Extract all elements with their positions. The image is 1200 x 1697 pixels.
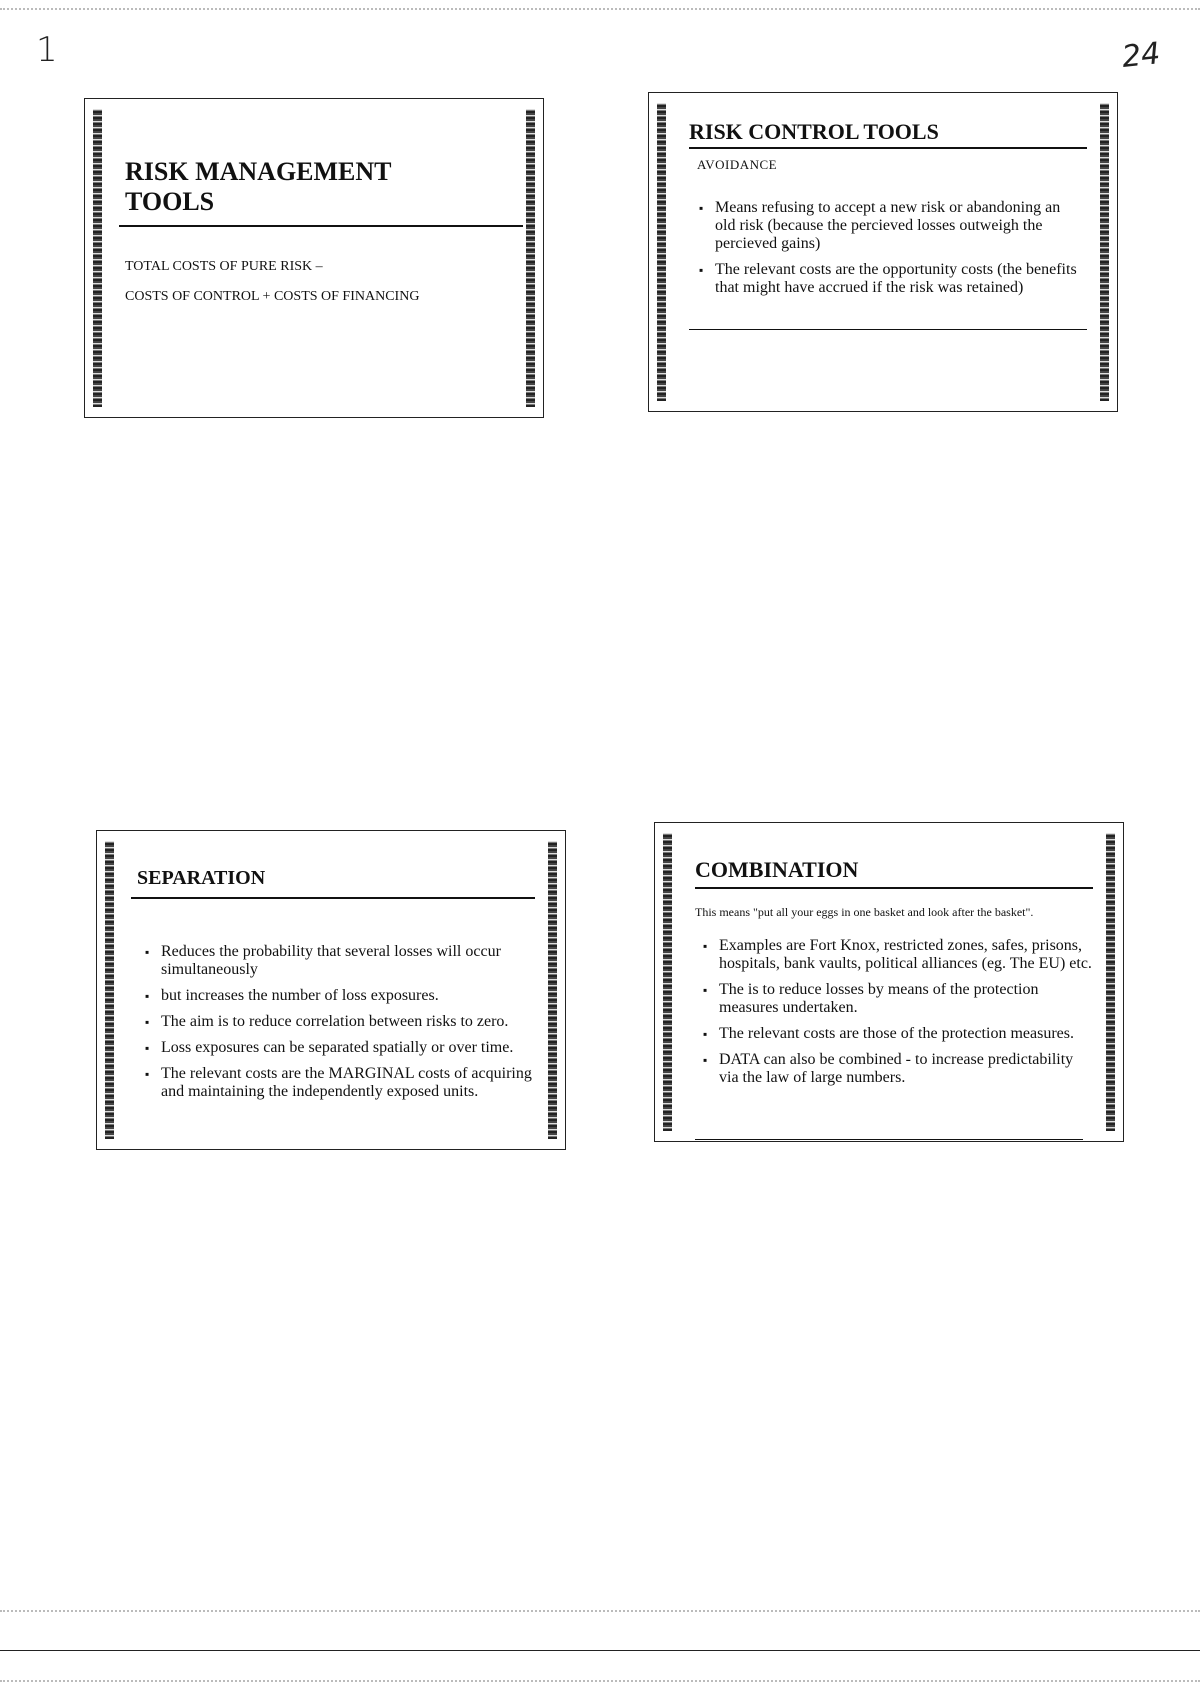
slide-title: RISK CONTROL TOOLS (689, 119, 939, 144)
title-rule (695, 887, 1093, 889)
slide-border-decoration (1106, 833, 1115, 1131)
bottom-rule (695, 1139, 1083, 1140)
slide-border-decoration (526, 109, 535, 407)
scan-noise-top (0, 8, 1200, 10)
slide-title: RISK MANAGEMENT TOOLS (125, 157, 392, 216)
list-item: ▪ The aim is to reduce correlation between risks to zero. (145, 1013, 545, 1031)
list-item: ▪ The relevant costs are the opportunity costs (the benefits that might have accrued if the risk was retained) (699, 261, 1077, 297)
slide-border-decoration (105, 841, 114, 1139)
list-item: ▪ Reduces the probability that several losses will occur simultaneously (145, 943, 545, 979)
slide-border-decoration (93, 109, 102, 407)
slide-intro: This means "put all your eggs in one basket and look after the basket". (695, 905, 1034, 919)
corner-mark: 1 (36, 30, 58, 70)
title-rule (131, 897, 535, 899)
slide-text-line: COSTS OF CONTROL + COSTS OF FINANCING (125, 289, 420, 304)
list-item: ▪ The relevant costs are those of the protection measures. (703, 1025, 1093, 1043)
slide-title: SEPARATION (137, 867, 266, 889)
list-item: ▪ DATA can also be combined - to increase predictability via the law of large numbers. (703, 1051, 1093, 1087)
bullet-list (703, 937, 1093, 1095)
list-item: ▪ The relevant costs are the MARGINAL costs of acquiring and maintaining the independently exposed units. (145, 1065, 545, 1101)
title-rule (119, 225, 523, 227)
list-item: ▪ Examples are Fort Knox, restricted zones, safes, prisons, hospitals, bank vaults, political alliances (eg. The EU) etc. (703, 937, 1093, 973)
list-item: ▪ Means refusing to accept a new risk or abandoning an old risk (because the percieved losses outweigh the percieved gains) (699, 199, 1077, 253)
scan-noise-bottom (0, 1680, 1200, 1682)
footer-rule (0, 1650, 1200, 1651)
bullet-list (699, 199, 1077, 305)
slide-text-line: TOTAL COSTS OF PURE RISK – (125, 259, 323, 274)
bottom-rule (689, 329, 1087, 330)
slide-border-decoration (657, 103, 666, 401)
bullet-list (145, 943, 545, 1109)
list-item: ▪ Loss exposures can be separated spatially or over time. (145, 1039, 545, 1057)
slide-combination (654, 822, 1124, 1142)
slide-risk-control-tools (648, 92, 1118, 412)
slide-border-decoration (663, 833, 672, 1131)
list-item: ▪ The is to reduce losses by means of the protection measures undertaken. (703, 981, 1093, 1017)
slide-subtitle: AVOIDANCE (697, 157, 778, 172)
slide-border-decoration (1100, 103, 1109, 401)
page-number: 24 (1120, 36, 1162, 75)
slide-border-decoration (548, 841, 557, 1139)
slide-risk-management-tools (84, 98, 544, 418)
slide-separation (96, 830, 566, 1150)
list-item: ▪ but increases the number of loss exposures. (145, 987, 545, 1005)
title-rule (689, 147, 1087, 149)
scan-noise-bottom (0, 1610, 1200, 1612)
slide-title: COMBINATION (695, 857, 859, 882)
